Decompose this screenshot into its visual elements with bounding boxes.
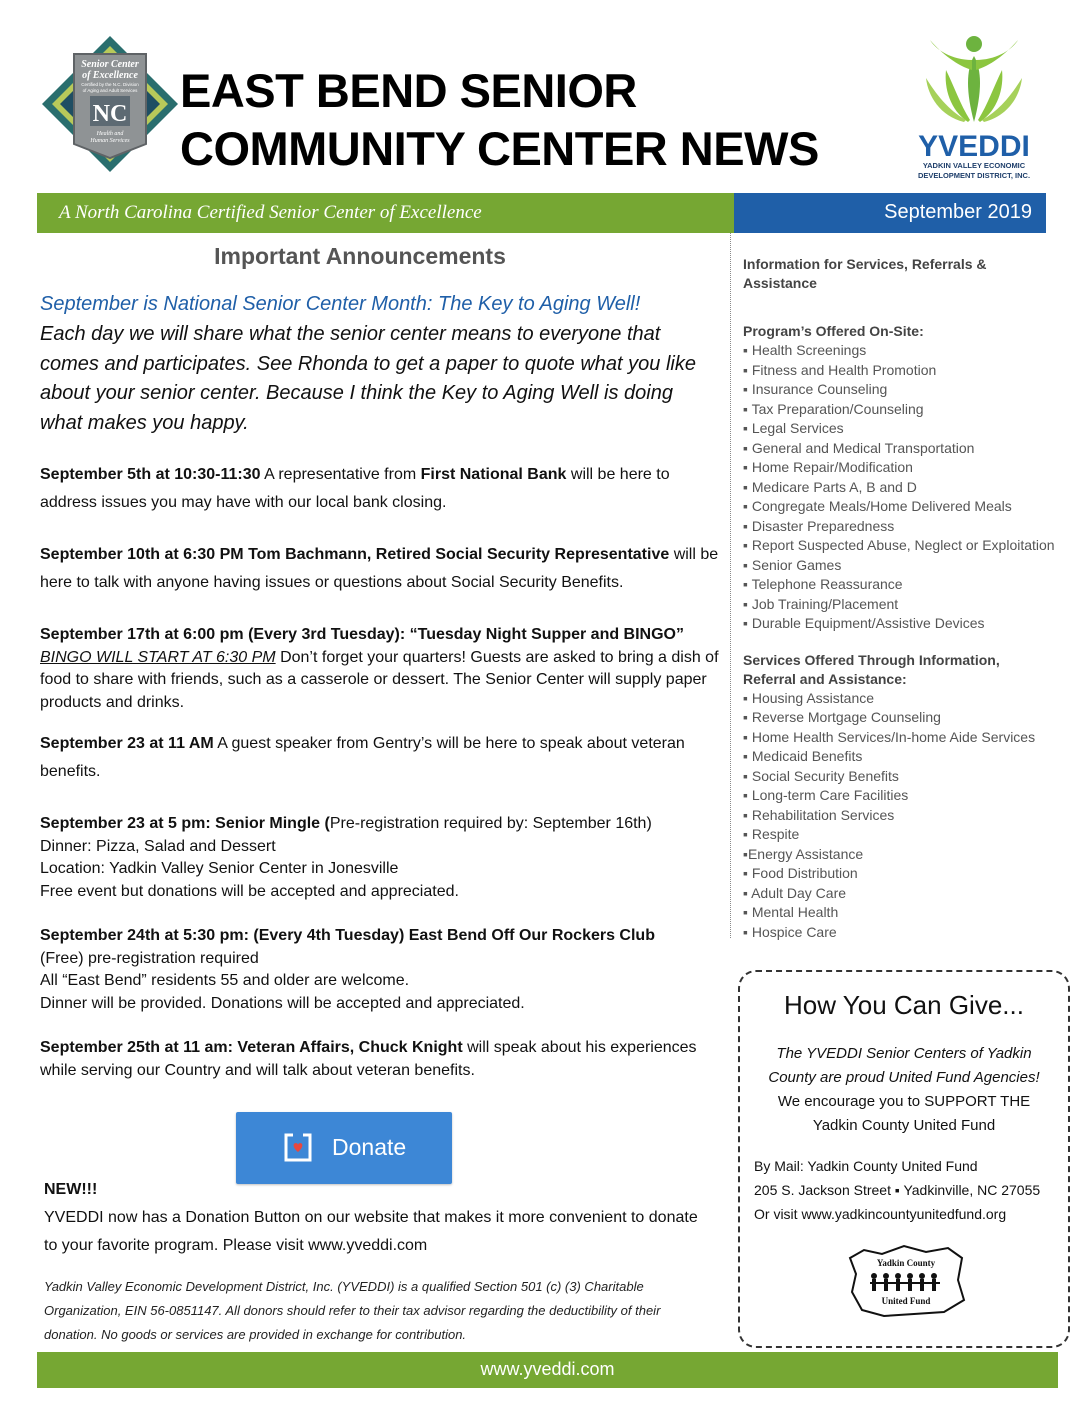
event-sep-5-bank: First National Bank	[420, 466, 567, 483]
program-item: ▪ Legal Services	[743, 420, 844, 436]
event-sep-17-bingo: BINGO WILL START AT 6:30 PM	[40, 648, 276, 666]
service-item: ▪ Mental Health	[743, 904, 839, 920]
event-sep-23-am-when: September 23 at 11 AM	[40, 735, 214, 752]
service-item: ▪ Respite	[743, 826, 800, 842]
issue-date: September 2019	[884, 201, 1032, 223]
footer-url[interactable]: www.yveddi.com	[480, 1359, 615, 1379]
service-item: ▪ Medicaid Benefits	[743, 748, 863, 764]
program-item: ▪ Congregate Meals/Home Delivered Meals	[743, 498, 1012, 514]
event-sep-25-when: September 25th at 11 am: Veteran Affairs, Chuck Knight	[40, 1039, 463, 1056]
program-item: ▪ General and Medical Transportation	[743, 439, 975, 456]
new-announcement	[44, 1176, 704, 1260]
services-list	[743, 689, 1063, 943]
give-italic-span: The YVEDDI Senior Centers of Yadkin County are proud United Fund Agencies!	[768, 1045, 1040, 1086]
programs-list	[743, 341, 1063, 634]
program-item: ▪ Job Training/Placement	[743, 595, 899, 612]
service-item: ▪ Social Security Benefits	[743, 767, 899, 784]
newsletter-title	[180, 62, 880, 178]
event-sep-23-pm-text: Pre-registration required by: September 16th)	[329, 815, 652, 832]
seal-text-2: of Excellence	[82, 70, 138, 81]
event-sep-17	[40, 624, 720, 714]
heading-text: Important Announcements	[214, 243, 506, 269]
date-band	[734, 193, 1046, 233]
give-mail-1: By Mail: Yadkin County United Fund	[754, 1158, 978, 1174]
new-title: NEW!!!	[44, 1181, 98, 1198]
program-item: ▪ Insurance Counseling	[743, 381, 888, 397]
senior-center-seal	[40, 34, 180, 174]
event-sep-25	[40, 1037, 720, 1082]
event-sep-10-when: September 10th at 6:30 PM Tom Bachmann, Retired Social Security Representative	[40, 546, 670, 563]
sidebar-title: Information for Services, Referrals & Assistance	[743, 256, 987, 291]
give-mail	[754, 1154, 1064, 1226]
seal-monogram: NC	[92, 101, 128, 127]
title-line-2: COMMUNITY CENTER NEWS	[180, 122, 819, 175]
ufund-text-1: Yadkin County	[876, 1258, 936, 1268]
event-sep-23-am-text: A guest speaker from Gentry’s will be here to speak about veteran benefits.	[40, 735, 685, 780]
event-sep-5-text-2: will be here to address issues you may have with our local bank closing.	[40, 466, 670, 511]
event-sep-25-text: will speak about his experiences while serving our Country and will talk about veteran benefits.	[40, 1039, 697, 1079]
seal-text-6: Human Services	[90, 138, 130, 144]
united-fund-logo	[844, 1240, 968, 1320]
program-item: ▪ Durable Equipment/Assistive Devices	[743, 615, 985, 631]
service-item: ▪ Housing Assistance	[743, 689, 875, 706]
service-item: ▪ Food Distribution	[743, 865, 858, 881]
give-mail-3: Or visit www.yadkincountyunitedfund.org	[754, 1206, 1007, 1222]
service-item: ▪ Hospice Care	[743, 923, 837, 940]
donate-label: Donate	[332, 1134, 407, 1160]
event-sep-10-text: will be here to talk with anyone having issues or questions about Social Security Benefits.	[40, 546, 719, 591]
service-item: ▪ Long-term Care Facilities	[743, 787, 909, 803]
give-box	[738, 970, 1070, 1348]
program-item: ▪ Report Suspected Abuse, Neglect or Exploitation	[743, 537, 1055, 553]
event-sep-17-text: Don’t forget your quarters! Guests are asked to bring a dish of food to share with friends, such as a casserole or dessert. The Senior Center will supply paper products and drinks.	[40, 648, 719, 711]
program-item: ▪ Disaster Preparedness	[743, 517, 895, 534]
event-sep-24-dinner: Dinner will be provided. Donations will be accepted and appreciated.	[40, 994, 525, 1012]
program-item: ▪ Tax Preparation/Counseling	[743, 400, 924, 417]
seal-text-5: Health and	[96, 131, 124, 137]
event-sep-5	[40, 461, 720, 517]
event-sep-23-pm	[40, 813, 720, 903]
give-mail-2: 205 S. Jackson Street ▪ Yadkinville, NC 27055	[754, 1182, 1041, 1198]
event-sep-23-pm-location: Location: Yadkin Valley Senior Center in Jonesville	[40, 860, 399, 877]
service-item: ▪ Adult Day Care	[743, 884, 847, 901]
program-item: ▪ Senior Games	[743, 556, 842, 573]
service-item: ▪Energy Assistance	[743, 845, 864, 862]
service-item: ▪ Reverse Mortgage Counseling	[743, 709, 941, 725]
give-title: How You Can Give...	[784, 990, 1024, 1020]
event-sep-24	[40, 925, 720, 1015]
give-support	[740, 1090, 1068, 1138]
give-italic-text	[740, 1042, 1068, 1090]
event-sep-5-text-1: A representative from	[260, 466, 421, 483]
lead-headline: September is National Senior Center Month: The Key to Aging Well!	[40, 293, 641, 315]
program-item: ▪ Fitness and Health Promotion	[743, 361, 937, 378]
seal-text-4: of Aging and Adult Services	[82, 88, 138, 93]
title-line-1: EAST BEND SENIOR	[180, 64, 637, 117]
seal-text-3: Certified by the N.C. Division	[81, 82, 139, 87]
event-sep-5-when: September 5th at 10:30-11:30	[40, 466, 261, 483]
event-sep-23-pm-note: Free event but donations will be accepted and appreciated.	[40, 882, 459, 900]
event-sep-17-when: September 17th at 6:00 pm (Every 3rd Tuesday): “Tuesday Night Supper and BINGO”	[40, 626, 684, 643]
logo-sub-2: DEVELOPMENT DISTRICT, INC.	[917, 171, 1031, 180]
program-item: ▪ Medicare Parts A, B and D	[743, 478, 917, 495]
event-sep-23-am	[40, 730, 720, 786]
program-item: ▪ Home Repair/Modification	[743, 459, 913, 475]
column-divider	[730, 233, 731, 938]
event-sep-23-pm-dinner: Dinner: Pizza, Salad and Dessert	[40, 837, 276, 855]
services-sidebar	[743, 255, 1063, 942]
event-sep-10	[40, 541, 720, 597]
program-item: ▪ Health Screenings	[743, 342, 867, 358]
logo-sub-1: YADKIN VALLEY ECONOMIC	[922, 161, 1026, 170]
service-item: ▪ Home Health Services/In-home Aide Services	[743, 728, 1036, 745]
tagline: A North Carolina Certified Senior Center of Excellence	[59, 202, 482, 223]
section-heading	[40, 243, 790, 270]
services-title: Services Offered Through Information, Referral and Assistance:	[743, 651, 1000, 687]
ufund-text-2: United Fund	[881, 1296, 931, 1306]
event-sep-24-residents: All “East Bend” residents 55 and older are welcome.	[40, 972, 410, 989]
footer-band	[37, 1352, 1058, 1388]
donate-button[interactable]	[236, 1112, 452, 1184]
lead-paragraph: Each day we will share what the senior center means to everyone that comes and participates. See Rhonda to get a paper to quote what you like about your senior center. Because I think the Key to Aging Well is doing what makes you happy.	[40, 323, 696, 434]
new-text: YVEDDI now has a Donation Button on our website that makes it more convenient to donate to your favorite program. Please visit www.yveddi.com	[44, 1209, 698, 1254]
programs-title: Program’s Offered On-Site:	[743, 323, 924, 339]
give-support-2: Yadkin County United Fund	[812, 1117, 996, 1134]
service-item: ▪ Rehabilitation Services	[743, 806, 895, 823]
yveddi-logo	[900, 30, 1050, 182]
event-sep-24-when: September 24th at 5:30 pm: (Every 4th Tuesday) East Bend Off Our Rockers Club	[40, 927, 655, 944]
event-sep-24-free: (Free) pre-registration required	[40, 949, 259, 967]
seal-text-1: Senior Center	[81, 59, 139, 70]
charity-disclaimer: Yadkin Valley Economic Development District, Inc. (YVEDDI) is a qualified Section 501 (c) (3) Charitable Organization, EIN 56-0851147. All donors should refer to their tax advisor regarding the deductibility of their donation. No goods or services are provided in exchange for contribution.	[44, 1279, 661, 1342]
tagline-band	[37, 193, 734, 233]
logo-name: YVEDDI	[918, 130, 1030, 163]
give-support-1: We encourage you to SUPPORT THE	[777, 1093, 1031, 1110]
donate-icon	[284, 1132, 312, 1162]
event-sep-23-pm-when: September 23 at 5 pm: Senior Mingle (	[40, 815, 330, 832]
program-item: ▪ Telephone Reassurance	[743, 576, 903, 592]
